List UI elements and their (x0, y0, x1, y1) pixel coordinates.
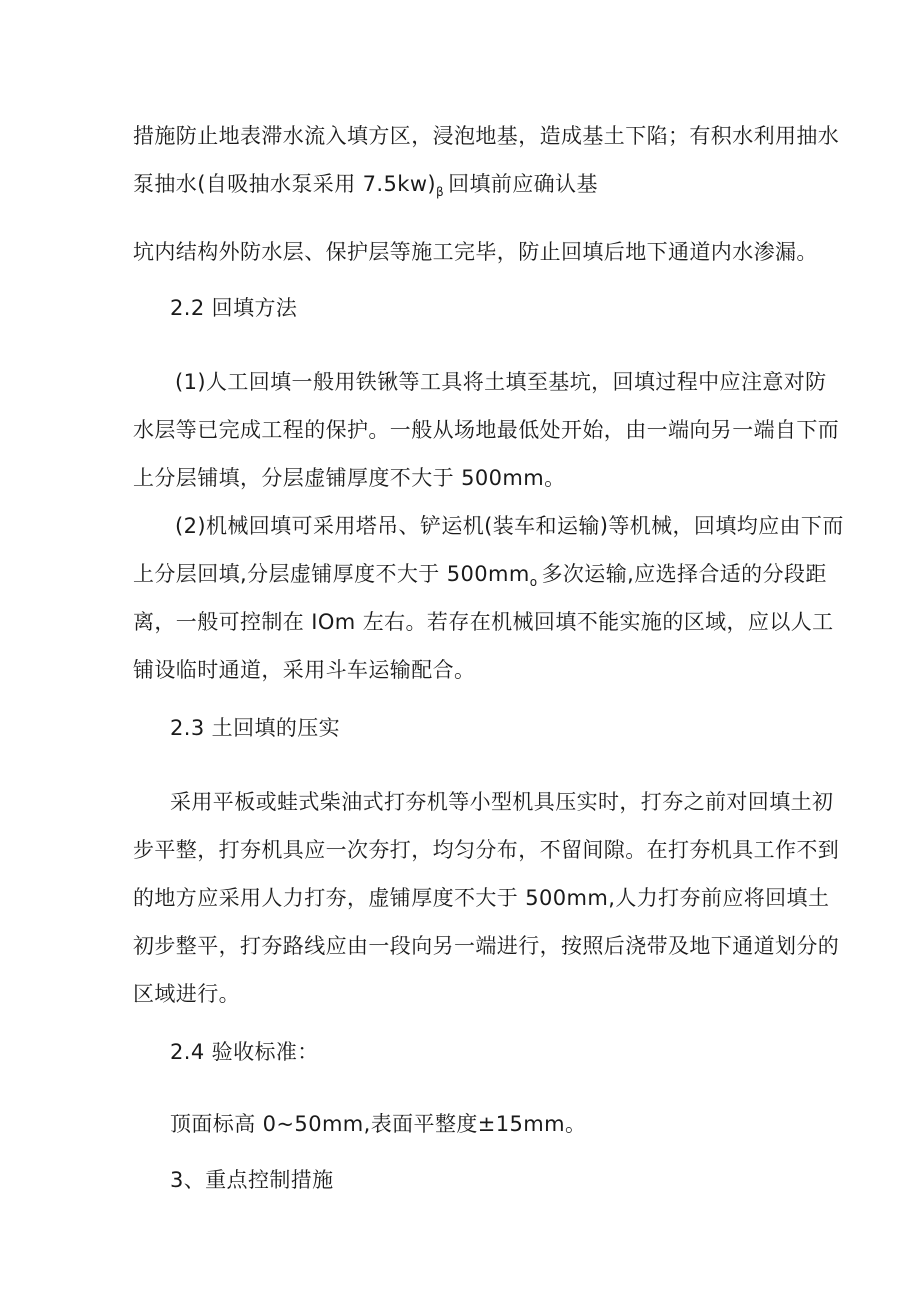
paragraph-line: 铺设临时通道，采用斗车运输配合。 (133, 658, 476, 682)
subscript-mark: o (529, 575, 538, 589)
section-heading-2-4: 2.4 验收标准： (170, 1040, 319, 1064)
paragraph-line: 采用平板或蛙式柴油式打夯机等小型机具压实时，打夯之前对回填土初 (170, 790, 834, 814)
line-text: 多次运输,应选择合适的分段距 (541, 562, 827, 586)
line-text: 泵抽水(自吸抽水泵采用 7.5kw) (133, 172, 436, 196)
paragraph-line: 步平整，打夯机具应一次夯打，均匀分布，不留间隙。在打夯机具工作不到 (133, 838, 840, 862)
section-heading-3: 3、重点控制措施 (170, 1168, 334, 1192)
section-heading-2-3: 2.3 土回填的压实 (170, 716, 341, 740)
line-text: 回填前应确认基 (448, 172, 598, 196)
paragraph-line: 水层等已完成工程的保护。一般从场地最低处开始，由一端向另一端自下而 (133, 418, 840, 442)
paragraph-line: (2)机械回填可采用塔吊、铲运机(装车和运输)等机械，回填均应由下而 (175, 514, 844, 538)
paragraph-line: (1)人工回填一般用铁锹等工具将土填至基坑，回填过程中应注意对防 (175, 370, 827, 394)
line-text: 上分层回填,分层虚铺厚度不大于 500mm (133, 562, 530, 586)
paragraph-line: 初步整平，打夯路线应由一段向另一端进行，按照后浇带及地下通道划分的 (133, 934, 840, 958)
paragraph-line: 坑内结构外防水层、保护层等施工完毕，防止回填后地下通道内水渗漏。 (133, 240, 818, 264)
paragraph-line (133, 170, 598, 201)
paragraph-line: 措施防止地表滞水流入填方区，浸泡地基，造成基土下陷；有积水利用抽水 (133, 124, 840, 148)
section-heading-2-2: 2.2 回填方法 (170, 296, 298, 320)
paragraph-line: 上分层铺填，分层虚铺厚度不大于 500mm。 (133, 466, 566, 490)
paragraph-line: 顶面标高 0~50mm,表面平整度±15mm。 (170, 1112, 587, 1136)
paragraph-line: 区域进行。 (133, 982, 240, 1006)
paragraph-line: 的地方应采用人力打夯，虚铺厚度不大于 500mm,人力打夯前应将回填土 (133, 886, 830, 910)
subscript-mark: β (436, 185, 445, 199)
paragraph-line (133, 560, 827, 591)
paragraph-line: 离，一般可控制在 IOm 左右。若存在机械回填不能实施的区域，应以人工 (133, 610, 834, 634)
